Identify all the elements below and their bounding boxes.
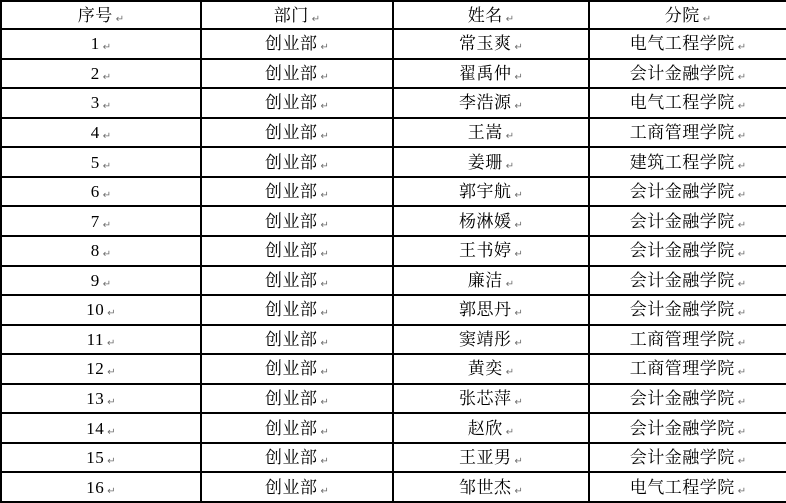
table-cell[interactable]	[201, 325, 393, 355]
cell-text: 创业部	[265, 34, 318, 54]
end-of-cell-mark-icon: ↵	[702, 13, 712, 25]
cell-text: 11	[86, 329, 104, 349]
table-cell[interactable]	[393, 29, 589, 59]
table-row	[1, 325, 786, 355]
table-cell[interactable]	[589, 295, 786, 325]
table-cell[interactable]	[393, 384, 589, 414]
table-cell[interactable]	[589, 59, 786, 89]
end-of-cell-mark-icon: ↵	[102, 249, 112, 261]
table-row	[1, 206, 786, 236]
table-cell[interactable]	[589, 266, 786, 296]
table-cell[interactable]	[589, 413, 786, 443]
cell-text: 创业部	[265, 93, 318, 113]
cell-text: 工商管理学院	[629, 122, 735, 142]
table-row	[1, 295, 786, 325]
table-row	[1, 413, 786, 443]
table-cell[interactable]	[589, 147, 786, 177]
end-of-cell-mark-icon: ↵	[514, 101, 523, 113]
header-cell-department[interactable]	[201, 1, 393, 29]
table-row	[1, 29, 786, 59]
cell-text: 廉洁	[467, 270, 503, 290]
end-of-cell-mark-icon: ↵	[737, 308, 747, 320]
table-row	[1, 266, 786, 296]
end-of-cell-mark-icon: ↵	[737, 42, 747, 54]
table-cell[interactable]	[1, 266, 201, 296]
end-of-cell-mark-icon: ↵	[505, 160, 515, 172]
cell-text: 13	[86, 389, 105, 409]
table-row	[1, 472, 786, 502]
end-of-cell-mark-icon: ↵	[514, 397, 523, 409]
table-cell[interactable]	[201, 384, 393, 414]
table-cell[interactable]	[589, 236, 786, 266]
end-of-cell-mark-icon: ↵	[737, 101, 747, 113]
table-cell[interactable]	[393, 88, 589, 118]
cell-text: 工商管理学院	[629, 359, 735, 379]
cell-text: 创业部	[265, 152, 318, 172]
cell-text: 会计金融学院	[629, 63, 735, 83]
table-cell[interactable]	[1, 118, 201, 148]
header-cell-index[interactable]	[1, 1, 201, 29]
table-row	[1, 88, 786, 118]
header-label: 姓名	[467, 5, 503, 25]
header-cell-college[interactable]	[589, 1, 786, 29]
table-cell[interactable]	[589, 206, 786, 236]
end-of-cell-mark-icon: ↵	[737, 485, 747, 497]
cell-text: 创业部	[265, 418, 318, 438]
end-of-cell-mark-icon: ↵	[102, 190, 112, 202]
end-of-cell-mark-icon: ↵	[107, 426, 116, 438]
cell-text: 8	[90, 241, 100, 261]
cell-text: 黄奕	[467, 359, 503, 379]
table-cell[interactable]	[201, 413, 393, 443]
table-cell[interactable]	[393, 59, 589, 89]
end-of-cell-mark-icon: ↵	[737, 278, 747, 290]
end-of-cell-mark-icon: ↵	[737, 426, 747, 438]
cell-text: 7	[90, 211, 100, 231]
table-cell[interactable]	[201, 206, 393, 236]
cell-text: 创业部	[265, 448, 318, 468]
cell-text: 创业部	[265, 122, 318, 142]
table-cell[interactable]	[201, 88, 393, 118]
table-cell[interactable]	[201, 118, 393, 148]
end-of-cell-mark-icon: ↵	[737, 249, 747, 261]
table-cell[interactable]	[1, 59, 201, 89]
table-cell[interactable]	[201, 29, 393, 59]
end-of-cell-mark-icon: ↵	[505, 130, 515, 142]
table-cell[interactable]	[589, 384, 786, 414]
table-cell[interactable]	[589, 88, 786, 118]
end-of-cell-mark-icon: ↵	[102, 219, 112, 231]
table-cell[interactable]	[1, 443, 201, 473]
table-cell[interactable]	[1, 472, 201, 502]
table-cell[interactable]	[201, 295, 393, 325]
cell-text: 会计金融学院	[629, 300, 735, 320]
cell-text: 窦靖彤	[459, 329, 512, 349]
end-of-cell-mark-icon: ↵	[320, 367, 329, 379]
end-of-cell-mark-icon: ↵	[505, 367, 515, 379]
end-of-cell-mark-icon: ↵	[320, 426, 329, 438]
table-cell[interactable]	[1, 177, 201, 207]
cell-text: 王嵩	[467, 122, 503, 142]
table-cell[interactable]	[393, 354, 589, 384]
table-cell[interactable]	[589, 472, 786, 502]
cell-text: 邹世杰	[459, 477, 512, 497]
end-of-cell-mark-icon: ↵	[737, 337, 747, 349]
end-of-cell-mark-icon: ↵	[514, 485, 523, 497]
end-of-cell-mark-icon: ↵	[737, 190, 747, 202]
cell-text: 4	[90, 122, 100, 142]
end-of-cell-mark-icon: ↵	[106, 337, 116, 349]
cell-text: 创业部	[265, 182, 318, 202]
cell-text: 10	[86, 300, 105, 320]
table-cell[interactable]	[589, 354, 786, 384]
table-cell[interactable]	[201, 177, 393, 207]
table-cell[interactable]	[1, 413, 201, 443]
end-of-cell-mark-icon: ↵	[107, 308, 116, 320]
cell-text: 电气工程学院	[629, 93, 735, 113]
cell-text: 常玉爽	[459, 34, 512, 54]
table-cell[interactable]	[393, 472, 589, 502]
end-of-cell-mark-icon: ↵	[737, 71, 747, 83]
end-of-cell-mark-icon: ↵	[737, 367, 747, 379]
end-of-cell-mark-icon: ↵	[102, 101, 112, 113]
end-of-cell-mark-icon: ↵	[505, 426, 515, 438]
end-of-cell-mark-icon: ↵	[102, 160, 112, 172]
header-label: 分院	[664, 5, 700, 25]
end-of-cell-mark-icon: ↵	[320, 190, 329, 202]
cell-text: 会计金融学院	[629, 182, 735, 202]
end-of-cell-mark-icon: ↵	[737, 130, 747, 142]
end-of-cell-mark-icon: ↵	[102, 278, 112, 290]
end-of-cell-mark-icon: ↵	[737, 456, 747, 468]
cell-text: 郭思丹	[459, 300, 512, 320]
end-of-cell-mark-icon: ↵	[320, 456, 329, 468]
cell-text: 姜珊	[467, 152, 503, 172]
cell-text: 会计金融学院	[629, 241, 735, 261]
end-of-cell-mark-icon: ↵	[514, 337, 523, 349]
table-row	[1, 236, 786, 266]
table-cell[interactable]	[201, 236, 393, 266]
table-cell[interactable]	[1, 206, 201, 236]
header-row	[1, 1, 786, 29]
cell-text: 3	[90, 93, 100, 113]
cell-text: 14	[86, 418, 105, 438]
cell-text: 工商管理学院	[629, 329, 735, 349]
table-cell[interactable]	[201, 354, 393, 384]
cell-text: 翟禹仲	[459, 63, 512, 83]
end-of-cell-mark-icon: ↵	[115, 13, 125, 25]
end-of-cell-mark-icon: ↵	[102, 42, 112, 54]
cell-text: 创业部	[265, 389, 318, 409]
cell-text: 创业部	[265, 63, 318, 83]
cell-text: 电气工程学院	[629, 34, 735, 54]
table-cell[interactable]	[589, 325, 786, 355]
cell-text: 王书婷	[459, 241, 512, 261]
cell-text: 会计金融学院	[629, 448, 735, 468]
cell-text: 2	[90, 63, 100, 83]
table-cell[interactable]	[1, 295, 201, 325]
end-of-cell-mark-icon: ↵	[320, 249, 329, 261]
end-of-cell-mark-icon: ↵	[311, 13, 321, 25]
table-cell[interactable]	[393, 177, 589, 207]
cell-text: 王亚男	[459, 448, 512, 468]
header-label: 序号	[77, 5, 113, 25]
table-cell[interactable]	[393, 413, 589, 443]
table-cell[interactable]	[201, 443, 393, 473]
end-of-cell-mark-icon: ↵	[107, 456, 116, 468]
table-row	[1, 59, 786, 89]
table-row	[1, 177, 786, 207]
table-row	[1, 354, 786, 384]
end-of-cell-mark-icon: ↵	[320, 219, 329, 231]
cell-text: 5	[90, 152, 100, 172]
table-body	[1, 29, 786, 502]
table-cell[interactable]	[1, 88, 201, 118]
table-cell[interactable]	[393, 443, 589, 473]
table-cell[interactable]	[393, 325, 589, 355]
table-row	[1, 384, 786, 414]
table-cell[interactable]	[393, 147, 589, 177]
cell-text: 赵欣	[467, 418, 503, 438]
cell-text: 张芯萍	[459, 389, 512, 409]
end-of-cell-mark-icon: ↵	[514, 71, 523, 83]
cell-text: 创业部	[265, 241, 318, 261]
table-cell[interactable]	[1, 325, 201, 355]
end-of-cell-mark-icon: ↵	[320, 337, 329, 349]
table-row	[1, 147, 786, 177]
end-of-cell-mark-icon: ↵	[102, 130, 112, 142]
table-cell[interactable]	[589, 118, 786, 148]
end-of-cell-mark-icon: ↵	[107, 397, 116, 409]
end-of-cell-mark-icon: ↵	[514, 190, 523, 202]
cell-text: 李浩源	[459, 93, 512, 113]
end-of-cell-mark-icon: ↵	[320, 485, 329, 497]
cell-text: 15	[86, 448, 105, 468]
end-of-cell-mark-icon: ↵	[514, 308, 523, 320]
cell-text: 会计金融学院	[629, 418, 735, 438]
end-of-cell-mark-icon: ↵	[320, 42, 329, 54]
cell-text: 6	[90, 182, 100, 202]
table-cell[interactable]	[201, 147, 393, 177]
cell-text: 12	[86, 359, 105, 379]
cell-text: 创业部	[265, 329, 318, 349]
cell-text: 建筑工程学院	[629, 152, 735, 172]
end-of-cell-mark-icon: ↵	[737, 160, 747, 172]
end-of-cell-mark-icon: ↵	[320, 71, 329, 83]
table-cell[interactable]	[393, 206, 589, 236]
end-of-cell-mark-icon: ↵	[320, 160, 329, 172]
table-cell[interactable]	[393, 118, 589, 148]
table-cell[interactable]	[393, 266, 589, 296]
table-cell[interactable]	[1, 147, 201, 177]
cell-text: 郭宇航	[459, 182, 512, 202]
table-row	[1, 118, 786, 148]
end-of-cell-mark-icon: ↵	[505, 13, 515, 25]
end-of-cell-mark-icon: ↵	[107, 367, 116, 379]
end-of-cell-mark-icon: ↵	[320, 101, 329, 113]
end-of-cell-mark-icon: ↵	[737, 397, 747, 409]
cell-text: 创业部	[265, 300, 318, 320]
end-of-cell-mark-icon: ↵	[514, 42, 523, 54]
cell-text: 9	[90, 270, 100, 290]
table-cell[interactable]	[1, 29, 201, 59]
table-cell[interactable]	[393, 295, 589, 325]
end-of-cell-mark-icon: ↵	[505, 278, 515, 290]
cell-text: 杨淋媛	[459, 211, 512, 231]
end-of-cell-mark-icon: ↵	[107, 485, 116, 497]
end-of-cell-mark-icon: ↵	[514, 249, 523, 261]
end-of-cell-mark-icon: ↵	[737, 219, 747, 231]
end-of-cell-mark-icon: ↵	[514, 456, 523, 468]
table-cell[interactable]	[393, 236, 589, 266]
table-cell[interactable]	[1, 236, 201, 266]
cell-text: 会计金融学院	[629, 211, 735, 231]
header-label: 部门	[273, 5, 309, 25]
end-of-cell-mark-icon: ↵	[514, 219, 523, 231]
cell-text: 创业部	[265, 359, 318, 379]
end-of-cell-mark-icon: ↵	[320, 308, 329, 320]
table-cell[interactable]	[589, 443, 786, 473]
table-cell[interactable]	[201, 59, 393, 89]
cell-text: 电气工程学院	[629, 477, 735, 497]
table-cell[interactable]	[201, 266, 393, 296]
cell-text: 会计金融学院	[629, 389, 735, 409]
table-row	[1, 443, 786, 473]
cell-text: 16	[86, 477, 105, 497]
cell-text: 会计金融学院	[629, 270, 735, 290]
cell-text: 创业部	[265, 477, 318, 497]
table-cell[interactable]	[589, 177, 786, 207]
header-cell-name[interactable]	[393, 1, 589, 29]
end-of-cell-mark-icon: ↵	[320, 130, 329, 142]
end-of-cell-mark-icon: ↵	[102, 71, 112, 83]
table-cell[interactable]	[1, 354, 201, 384]
cell-text: 创业部	[265, 211, 318, 231]
end-of-cell-mark-icon: ↵	[320, 397, 329, 409]
cell-text: 1	[90, 34, 100, 54]
cell-text: 创业部	[265, 270, 318, 290]
end-of-cell-mark-icon: ↵	[320, 278, 329, 290]
table-cell[interactable]	[201, 472, 393, 502]
table-cell[interactable]	[589, 29, 786, 59]
table-cell[interactable]	[1, 384, 201, 414]
